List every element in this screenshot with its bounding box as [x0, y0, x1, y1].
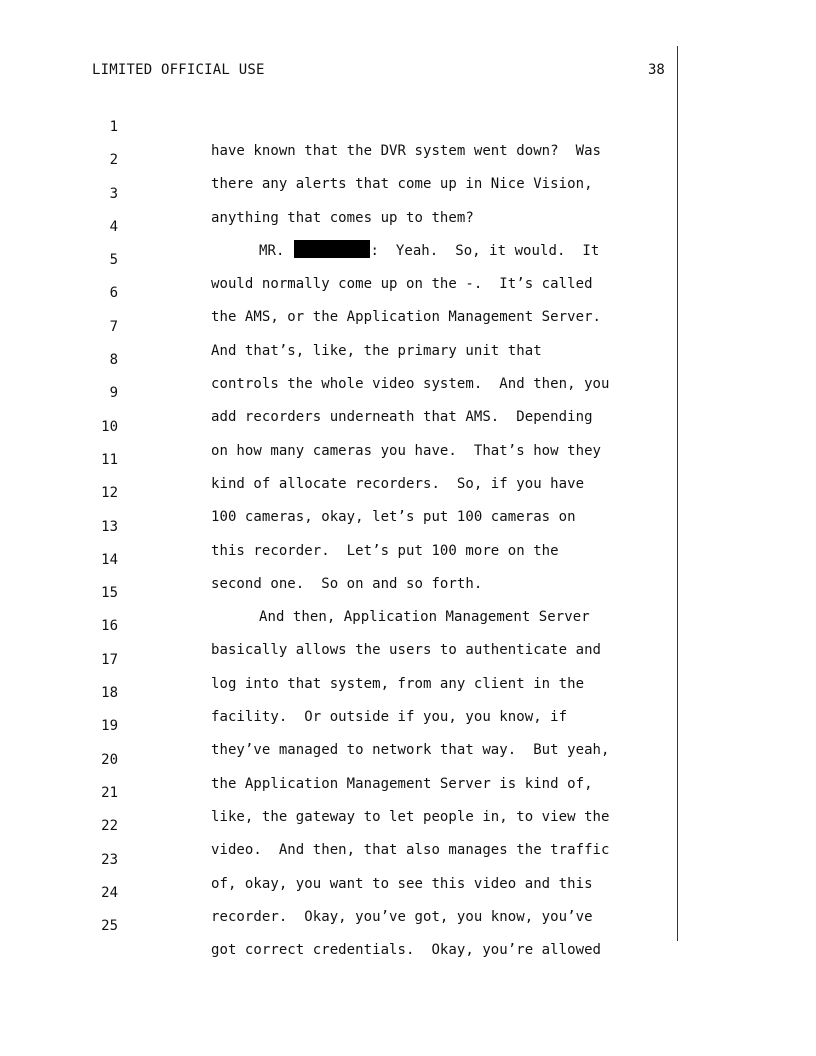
line-number: 20 — [101, 751, 118, 768]
line-number: 19 — [101, 718, 118, 735]
transcript-line-4 — [0, 191, 816, 259]
line-number: 13 — [101, 518, 118, 535]
line-number: 22 — [101, 818, 118, 835]
transcript-line-21 — [0, 757, 816, 825]
line-number: 1 — [109, 119, 118, 135]
line-text: like, the gateway to let people in, to view the — [211, 808, 610, 825]
line-text: 100 cameras, okay, let’s put 100 cameras on — [211, 509, 576, 526]
page-number: 38 — [648, 62, 665, 78]
line-text: have known that the DVR system went down? Was — [211, 143, 602, 159]
line-number: 7 — [109, 318, 118, 335]
line-text: recorder. Okay, you’ve got, you know, you’ve — [211, 908, 593, 925]
line-number: 17 — [101, 651, 118, 668]
line-number: 9 — [109, 385, 118, 402]
speaker-prefix: MR. — [259, 242, 285, 259]
line-number: 10 — [101, 418, 118, 435]
line-text: the AMS, or the Application Management Server. — [211, 309, 602, 326]
line-number: 2 — [109, 152, 118, 169]
transcript-line-14 — [0, 524, 816, 592]
transcript-line-18 — [0, 657, 816, 726]
line-text: would normally come up on the -. It’s called — [211, 276, 593, 293]
line-text: second one. So on and so forth. — [211, 575, 483, 592]
transcript-line-12 — [0, 457, 816, 526]
line-text: got correct credentials. Okay, you’re allowed — [211, 942, 602, 959]
transcript-body — [0, 91, 816, 959]
transcript-line-3 — [0, 158, 816, 226]
line-text: kind of allocate recorders. So, if you have — [211, 475, 585, 492]
line-number: 4 — [109, 218, 118, 235]
line-number: 8 — [109, 352, 118, 369]
line-text: basically allows the users to authenticate and — [211, 642, 602, 659]
transcript-line-24 — [0, 857, 816, 925]
line-text: of, okay, you want to see this video and this — [211, 875, 593, 892]
line-text: : Yeah. So, it would. It — [370, 242, 600, 259]
transcript-line-22 — [0, 790, 816, 859]
line-text: controls the whole video system. And then, you — [211, 376, 610, 393]
transcript-line-1 — [0, 91, 816, 159]
line-text: they’ve managed to network that way. But yeah, — [211, 742, 610, 759]
line-text: log into that system, from any client in the — [211, 675, 585, 692]
transcript-line-20 — [0, 724, 816, 792]
transcript-line-15 — [0, 557, 816, 626]
transcript-line-19 — [0, 690, 816, 759]
transcript-line-6 — [0, 257, 816, 326]
transcript-line-10 — [0, 391, 816, 459]
line-number: 15 — [101, 585, 118, 602]
line-number: 6 — [109, 285, 118, 302]
line-text: facility. Or outside if you, you know, if — [211, 709, 568, 726]
line-number: 5 — [109, 252, 118, 269]
line-number: 18 — [101, 685, 118, 702]
transcript-line-9 — [0, 357, 816, 426]
line-text: And then, Application Management Server — [259, 609, 590, 626]
transcript-line-17 — [0, 624, 816, 692]
line-number: 16 — [101, 618, 118, 635]
transcript-line-5 — [0, 224, 816, 293]
line-number: 11 — [101, 451, 118, 468]
transcript-line-7 — [0, 291, 816, 359]
line-text: And that’s, like, the primary unit that — [211, 342, 542, 359]
transcript-line-8 — [0, 324, 816, 393]
transcript-line-13 — [0, 491, 816, 559]
line-number: 3 — [109, 185, 118, 202]
line-number: 23 — [101, 851, 118, 868]
line-text: add recorders underneath that AMS. Depending — [211, 409, 593, 426]
line-number: 14 — [101, 551, 118, 568]
line-text: there any alerts that come up in Nice Vision, — [211, 176, 593, 193]
line-text: the Application Management Server is kind of, — [211, 775, 593, 792]
line-text: anything that comes up to them? — [211, 209, 474, 226]
transcript-line-11 — [0, 424, 816, 492]
line-text: on how many cameras you have. That’s how they — [211, 442, 602, 459]
transcript-line-2 — [0, 124, 816, 193]
transcript-line-16 — [0, 590, 816, 659]
line-number: 25 — [101, 918, 118, 935]
line-text: video. And then, that also manages the traffic — [211, 842, 610, 859]
line-number: 24 — [101, 884, 118, 901]
classification-header: LIMITED OFFICIAL USE — [92, 62, 265, 78]
transcript-line-25 — [0, 890, 816, 959]
transcript-line-23 — [0, 824, 816, 892]
line-number: 21 — [101, 784, 118, 801]
line-text: this recorder. Let’s put 100 more on the — [211, 542, 559, 559]
line-number: 12 — [101, 485, 118, 502]
